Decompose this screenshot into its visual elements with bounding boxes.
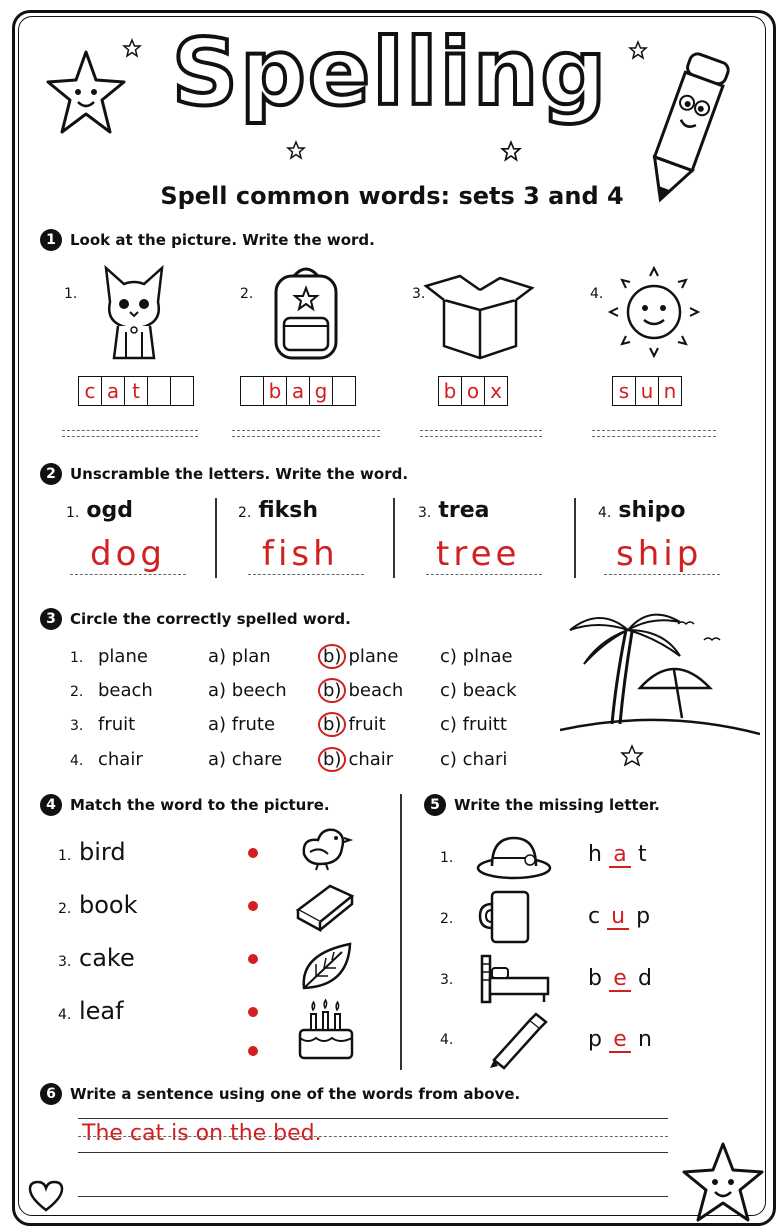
section-5-heading (424, 794, 660, 816)
writing-line (78, 1152, 668, 1153)
writing-line (78, 1196, 668, 1197)
unscramble-item-2 (238, 498, 318, 523)
given-letter: p (588, 1027, 602, 1052)
item-number: 2. (238, 505, 252, 521)
scrambled-word: trea (438, 498, 490, 523)
answer-word[interactable]: fish (262, 534, 339, 574)
divider (215, 498, 217, 578)
target-word: chair (98, 749, 143, 770)
backpack-icon (266, 262, 346, 362)
unscramble-item-4 (598, 498, 686, 523)
section-number: 3 (40, 608, 62, 630)
writing-line (426, 574, 542, 575)
writing-line (420, 436, 542, 437)
section-label: Write a sentence using one of the words from above. (70, 1085, 521, 1103)
missing-letter-word-3 (588, 966, 652, 992)
sun-icon (604, 262, 704, 362)
unscramble-item-1 (66, 498, 133, 523)
filled-letter[interactable]: e (609, 968, 631, 992)
scrambled-word: ogd (86, 498, 133, 523)
circle-row-4 (70, 749, 507, 773)
item-number: 3. (58, 954, 72, 970)
item-number: 3. (418, 505, 432, 521)
target-word: plane (98, 646, 148, 667)
section-number: 4 (40, 794, 62, 816)
book-icon (292, 880, 356, 932)
letter-box[interactable]: o (462, 377, 485, 405)
letter-box[interactable]: c (79, 377, 102, 405)
item-number: 2. (240, 286, 254, 302)
cup-icon (478, 886, 538, 946)
letter-box[interactable]: t (125, 377, 148, 405)
writing-line (248, 574, 364, 575)
letter-box[interactable] (171, 377, 193, 405)
writing-line (62, 436, 198, 437)
writing-line (232, 436, 380, 437)
match-dot[interactable] (248, 1007, 258, 1017)
given-letter: b (588, 966, 602, 991)
letter-box[interactable]: u (636, 377, 659, 405)
option-b-circled[interactable]: b) (318, 747, 346, 772)
scrambled-word: shipo (618, 498, 686, 523)
section-4-heading (40, 794, 330, 816)
item-number: 3. (440, 972, 454, 988)
item-number: 2. (70, 684, 84, 700)
bed-icon (478, 950, 552, 1006)
given-letter: n (637, 1027, 652, 1052)
match-word[interactable]: book (79, 891, 138, 919)
item-number: 1. (58, 848, 72, 864)
option-b-circled[interactable]: b) (318, 712, 346, 737)
match-dot[interactable] (248, 1046, 258, 1056)
given-letter: p (636, 904, 651, 929)
option-c[interactable]: c) plnae (440, 646, 513, 667)
option-b-word[interactable]: beach (348, 680, 404, 701)
heart-icon (26, 1178, 66, 1214)
bird-icon (292, 820, 356, 872)
circle-row-3 (70, 714, 507, 738)
match-dot[interactable] (248, 954, 258, 964)
letter-boxes[interactable] (612, 376, 682, 406)
item-number: 4. (440, 1032, 454, 1048)
option-b-word[interactable]: plane (348, 646, 399, 667)
letter-boxes[interactable] (240, 376, 356, 406)
option-a[interactable]: a) plan (208, 646, 271, 667)
subtitle: Spell common words: sets 3 and 4 (160, 182, 624, 210)
section-3-heading (40, 608, 351, 630)
given-letter: c (588, 904, 601, 929)
section-label: Match the word to the picture. (70, 796, 330, 814)
small-star-icon (122, 38, 142, 58)
letter-box[interactable]: s (613, 377, 636, 405)
writing-line (592, 436, 716, 437)
option-b-word[interactable]: fruit (348, 714, 386, 735)
section-number: 2 (40, 463, 62, 485)
target-word: beach (98, 680, 153, 701)
item-number: 4. (70, 753, 84, 769)
letter-box[interactable]: b (264, 377, 287, 405)
item-number: 2. (58, 901, 72, 917)
option-a[interactable]: a) beech (208, 680, 287, 701)
letter-box[interactable]: x (490, 379, 502, 403)
cat-icon (96, 262, 172, 362)
answer-word[interactable]: dog (90, 534, 166, 574)
match-dot[interactable] (248, 848, 258, 858)
item-number: 4. (590, 286, 604, 302)
match-item-3 (58, 944, 135, 972)
answer-word[interactable]: tree (436, 534, 521, 574)
option-b-circled[interactable]: b) (318, 678, 346, 703)
given-letter: h (588, 842, 602, 867)
answer-word[interactable]: ship (616, 534, 703, 574)
letter-box[interactable] (241, 377, 264, 405)
option-a[interactable]: a) chare (208, 749, 283, 770)
missing-letter-word-4 (588, 1027, 652, 1053)
match-item-2 (58, 891, 138, 919)
small-star-icon (286, 140, 306, 160)
item-number: 1. (66, 505, 80, 521)
divider (400, 794, 402, 1070)
writing-line[interactable] (592, 430, 716, 431)
match-word[interactable]: bird (79, 838, 126, 866)
unscramble-item-3 (418, 498, 490, 523)
section-2-heading (40, 463, 408, 485)
star-face-icon (44, 48, 128, 138)
section-number: 5 (424, 794, 446, 816)
section-number: 6 (40, 1083, 62, 1105)
item-number: 1. (70, 650, 84, 666)
letter-box[interactable]: a (287, 377, 310, 405)
item-number: 3. (412, 286, 426, 302)
option-c[interactable]: c) beack (440, 680, 517, 701)
beach-palm-icon (560, 600, 760, 770)
item-number: 4. (58, 1007, 72, 1023)
circle-row-2 (70, 680, 517, 704)
given-letter: d (637, 966, 652, 991)
writing-line[interactable] (232, 430, 380, 431)
box-icon (420, 270, 536, 360)
section-label: Look at the picture. Write the word. (70, 231, 375, 249)
match-item-1 (58, 838, 126, 866)
circle-row-1 (70, 646, 513, 670)
writing-line (70, 574, 186, 575)
match-item-4 (58, 997, 124, 1025)
leaf-icon (296, 938, 356, 994)
section-1-heading (40, 229, 375, 251)
letter-boxes[interactable] (438, 376, 508, 406)
section-label: Unscramble the letters. Write the word. (70, 465, 409, 483)
letter-box[interactable] (333, 377, 355, 405)
letter-box[interactable]: n (663, 379, 677, 403)
writing-line (78, 1136, 668, 1137)
filled-letter[interactable]: a (609, 844, 631, 868)
item-number: 2. (440, 911, 454, 927)
filled-letter[interactable]: e (609, 1029, 631, 1053)
item-number: 1. (64, 286, 78, 302)
section-number: 1 (40, 229, 62, 251)
cake-icon (294, 998, 358, 1062)
pen-icon (484, 1010, 548, 1070)
letter-box[interactable]: b (439, 377, 462, 405)
star-face-icon (680, 1140, 766, 1224)
option-a[interactable]: a) frute (208, 714, 276, 735)
option-c[interactable]: c) fruitt (440, 714, 507, 735)
letter-box[interactable] (148, 377, 171, 405)
letter-boxes[interactable] (78, 376, 194, 406)
sentence-answer[interactable]: The cat is on the bed. (82, 1121, 322, 1146)
item-number: 1. (440, 850, 454, 866)
writing-line (78, 1118, 668, 1119)
match-dot[interactable] (248, 901, 258, 911)
option-c[interactable]: c) chari (440, 749, 508, 770)
writing-line[interactable] (62, 430, 198, 431)
letter-box[interactable]: a (102, 377, 125, 405)
match-word[interactable]: cake (79, 944, 135, 972)
scrambled-word: fiksh (258, 498, 319, 523)
divider (574, 498, 576, 578)
missing-letter-word-1 (588, 842, 647, 868)
section-label: Circle the correctly spelled word. (70, 610, 351, 628)
match-word[interactable]: leaf (79, 997, 124, 1025)
section-label: Write the missing letter. (454, 796, 660, 814)
page-title: Spelling (171, 19, 609, 126)
divider (393, 498, 395, 578)
writing-line (604, 574, 720, 575)
small-star-icon (500, 140, 522, 162)
hat-icon (474, 830, 554, 882)
target-word: fruit (98, 714, 136, 735)
item-number: 3. (70, 718, 84, 734)
letter-box[interactable]: g (310, 377, 333, 405)
item-number: 4. (598, 505, 612, 521)
option-b-circled[interactable]: b) (318, 644, 346, 669)
given-letter: t (637, 842, 647, 867)
section-6-heading (40, 1083, 520, 1105)
option-b-word[interactable]: chair (348, 749, 394, 770)
missing-letter-word-2 (588, 904, 650, 930)
writing-line[interactable] (420, 430, 542, 431)
filled-letter[interactable]: u (607, 906, 629, 930)
